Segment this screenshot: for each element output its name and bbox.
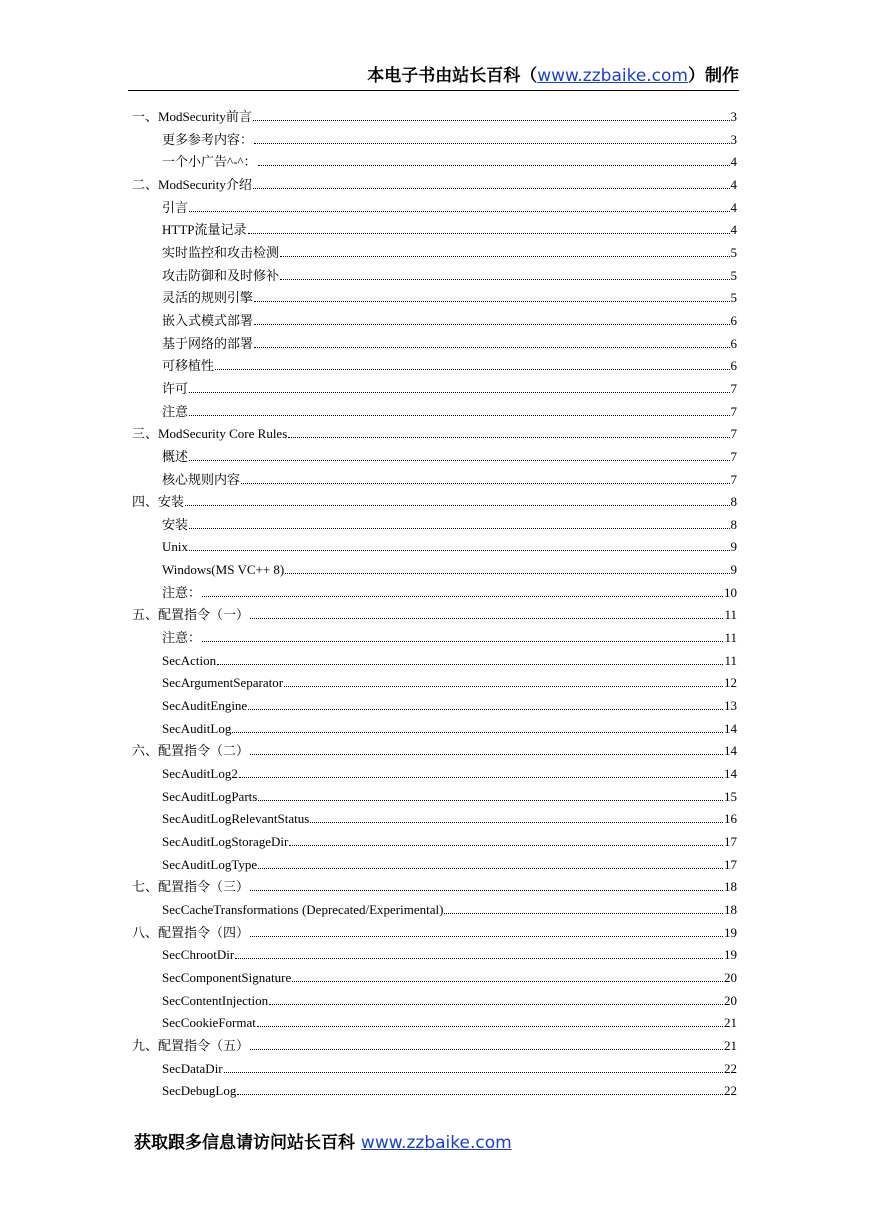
toc-dot-leader (215, 368, 729, 370)
toc-entry-title: SecDebugLog (162, 1083, 237, 1099)
toc-dot-leader (237, 1093, 723, 1095)
toc-entry-title: 实时监控和攻击检测 (162, 244, 280, 260)
toc-entry-page-number: 5 (730, 267, 737, 283)
toc-entry[interactable] (132, 469, 737, 492)
toc-entry[interactable] (132, 355, 737, 378)
toc-entry[interactable] (132, 1012, 737, 1035)
toc-dot-leader (280, 278, 729, 280)
toc-entry-page-number: 21 (724, 1037, 737, 1053)
toc-entry-title: SecAuditLogType (162, 856, 258, 872)
toc-dot-leader (310, 821, 723, 823)
toc-entry-page-number: 7 (730, 380, 737, 396)
toc-entry[interactable] (132, 491, 737, 514)
toc-entry-title: 五、配置指令（一） (132, 607, 250, 623)
toc-entry[interactable] (132, 944, 737, 967)
toc-entry-page-number: 14 (724, 720, 737, 736)
toc-entry-page-number: 7 (730, 403, 737, 419)
toc-dot-leader (185, 504, 729, 506)
toc-entry-page-number: 6 (730, 358, 737, 374)
toc-entry-title: 许可 (162, 380, 189, 396)
toc-entry-title: SecAuditLogRelevantStatus (162, 811, 310, 827)
toc-entry[interactable] (132, 922, 737, 945)
toc-entry-title: Windows(MS VC++ 8) (162, 562, 285, 578)
toc-entry-title: SecAuditLogParts (162, 788, 258, 804)
toc-entry[interactable] (132, 786, 737, 809)
toc-entry[interactable] (132, 672, 737, 695)
toc-entry-title: SecContentInjection (162, 992, 269, 1008)
toc-entry[interactable] (132, 763, 737, 786)
toc-entry[interactable] (132, 174, 737, 197)
toc-entry-page-number: 9 (730, 562, 737, 578)
toc-entry[interactable] (132, 876, 737, 899)
header-suffix: ）制作 (688, 66, 739, 86)
toc-entry[interactable] (132, 333, 737, 356)
toc-entry[interactable] (132, 219, 737, 242)
toc-dot-leader (253, 119, 730, 121)
toc-dot-leader (258, 164, 730, 166)
toc-entry-title: 八、配置指令（四） (132, 924, 250, 940)
page-header (128, 62, 739, 91)
toc-entry[interactable] (132, 990, 737, 1013)
toc-entry-title: 一、ModSecurity前言 (132, 109, 252, 124)
toc-entry[interactable] (132, 265, 737, 288)
toc-entry-title: 基于网络的部署 (162, 335, 254, 351)
toc-entry[interactable] (132, 423, 737, 446)
toc-entry-title: SecAuditLog2 (162, 766, 238, 782)
toc-entry[interactable] (132, 106, 737, 129)
toc-dot-leader (258, 867, 723, 869)
toc-entry-title: 七、配置指令（三） (132, 879, 250, 895)
toc-entry-page-number: 6 (730, 312, 737, 328)
toc-entry-title: SecArgumentSeparator (162, 675, 284, 691)
toc-entry[interactable] (132, 242, 737, 265)
toc-entry-title: 攻击防御和及时修补 (162, 267, 280, 283)
toc-entry-page-number: 5 (730, 244, 737, 260)
toc-entry[interactable] (132, 604, 737, 627)
toc-entry-page-number: 11 (724, 607, 737, 623)
toc-dot-leader (284, 685, 723, 687)
toc-entry-page-number: 20 (724, 969, 737, 985)
toc-dot-leader (258, 799, 723, 801)
toc-entry-page-number: 8 (730, 516, 737, 532)
toc-entry[interactable] (132, 559, 737, 582)
toc-entry-page-number: 7 (730, 448, 737, 464)
toc-entry-title: SecAuditEngine (162, 698, 248, 714)
toc-dot-leader (232, 731, 723, 733)
header-prefix: 本电子书由站长百科（ (367, 66, 538, 86)
toc-entry-page-number: 3 (730, 131, 737, 147)
toc-entry-page-number: 22 (724, 1060, 737, 1076)
toc-entry-title: SecCacheTransformations (Deprecated/Experimental) (162, 901, 444, 917)
toc-entry-title: HTTP流量记录 (162, 222, 247, 238)
toc-dot-leader (189, 459, 729, 461)
page-footer (134, 1130, 512, 1156)
toc-dot-leader (202, 640, 723, 642)
toc-entry-page-number: 18 (724, 901, 737, 917)
toc-entry-page-number: 11 (724, 630, 737, 646)
toc-entry-page-number: 11 (724, 652, 737, 668)
toc-entry-title: Unix (162, 539, 188, 555)
toc-entry-title: SecAuditLog (162, 720, 232, 736)
toc-entry-title: SecAction (162, 652, 217, 668)
toc-entry-title: SecComponentSignature (162, 969, 292, 985)
toc-entry-page-number: 17 (724, 856, 737, 872)
toc-dot-leader (257, 1025, 723, 1027)
toc-entry-title: 注意 (162, 403, 189, 419)
toc-entry-title: 引言 (162, 199, 189, 215)
toc-entry[interactable] (132, 740, 737, 763)
toc-dot-leader (288, 436, 729, 438)
toc-entry[interactable] (132, 401, 737, 424)
toc-entry-page-number: 10 (724, 584, 737, 600)
toc-dot-leader (248, 708, 723, 710)
toc-entry-title: 安装 (162, 516, 189, 532)
toc-dot-leader (189, 527, 729, 529)
toc-entry[interactable] (132, 1058, 737, 1081)
toc-dot-leader (250, 935, 723, 937)
toc-entry[interactable] (132, 446, 737, 469)
toc-entry-page-number: 19 (724, 924, 737, 940)
footer-site-link[interactable]: www.zzbaike.com (360, 1133, 512, 1153)
toc-entry[interactable] (132, 650, 737, 673)
toc-dot-leader (289, 844, 723, 846)
toc-dot-leader (269, 1003, 723, 1005)
toc-entry[interactable] (132, 129, 737, 152)
toc-dot-leader (250, 753, 723, 755)
toc-entry[interactable] (132, 899, 737, 922)
toc-entry[interactable] (132, 831, 737, 854)
toc-entry-page-number: 18 (724, 879, 737, 895)
footer-prefix: 获取跟多信息请访问站长百科 (134, 1133, 361, 1153)
toc-entry-title: 注意： (162, 584, 202, 600)
toc-dot-leader (250, 1048, 723, 1050)
toc-entry-page-number: 14 (724, 743, 737, 759)
toc-dot-leader (189, 549, 730, 551)
toc-entry[interactable] (132, 627, 737, 650)
toc-entry-title: 二、ModSecurity介绍 (132, 176, 252, 192)
toc-dot-leader (202, 595, 723, 597)
toc-entry-title: 九、配置指令（五） (132, 1037, 250, 1053)
toc-dot-leader (254, 300, 729, 302)
toc-entry-page-number: 21 (724, 1015, 737, 1031)
toc-entry-title: 概述 (162, 448, 189, 464)
toc-entry-page-number: 7 (730, 426, 737, 442)
toc-entry[interactable] (132, 967, 737, 990)
toc-dot-leader (217, 663, 723, 665)
toc-dot-leader (280, 255, 729, 257)
toc-dot-leader (189, 391, 729, 393)
toc-entry-title: 灵活的规则引擎 (162, 290, 254, 306)
toc-dot-leader (250, 889, 723, 891)
toc-entry[interactable] (132, 536, 737, 559)
toc-entry-title: 注意： (162, 630, 202, 646)
toc-entry[interactable] (132, 854, 737, 877)
toc-entry[interactable] (132, 310, 737, 333)
toc-entry-page-number: 9 (730, 539, 737, 555)
toc-entry-page-number: 13 (724, 698, 737, 714)
toc-entry-page-number: 3 (730, 109, 737, 124)
toc-entry-title: 嵌入式模式部署 (162, 312, 254, 328)
table-of-contents (132, 106, 737, 1103)
toc-entry-title: 四、安装 (132, 494, 185, 510)
toc-entry[interactable] (132, 695, 737, 718)
toc-dot-leader (253, 187, 730, 189)
toc-dot-leader (254, 346, 729, 348)
toc-dot-leader (248, 232, 730, 234)
toc-entry-page-number: 22 (724, 1083, 737, 1099)
toc-entry-page-number: 17 (724, 834, 737, 849)
toc-entry-page-number: 20 (724, 992, 737, 1008)
toc-entry-page-number: 19 (724, 947, 737, 963)
toc-dot-leader (254, 142, 729, 144)
toc-dot-leader (224, 1071, 723, 1073)
toc-entry[interactable] (132, 718, 737, 741)
toc-entry-page-number: 4 (730, 199, 737, 215)
toc-entry-title: SecDataDir (162, 1060, 223, 1076)
toc-entry-page-number: 12 (724, 675, 737, 691)
header-site-link[interactable]: www.zzbaike.com (537, 66, 688, 86)
toc-entry-page-number: 7 (730, 471, 737, 487)
toc-entry-page-number: 4 (730, 176, 737, 192)
toc-entry-title: 更多参考内容： (162, 131, 254, 147)
toc-entry-title: SecCookieFormat (162, 1015, 256, 1031)
toc-entry-title: 可移植性 (162, 358, 215, 374)
toc-entry-page-number: 5 (730, 290, 737, 306)
toc-entry-page-number: 14 (724, 766, 737, 782)
toc-entry-title: SecChrootDir (162, 947, 235, 963)
toc-entry-title: 核心规则内容 (162, 471, 241, 487)
toc-entry[interactable] (132, 1035, 737, 1058)
toc-entry[interactable] (132, 287, 737, 310)
toc-entry[interactable] (132, 1080, 737, 1103)
toc-dot-leader (189, 210, 729, 212)
toc-entry-title: SecAuditLogStorageDir (162, 834, 289, 849)
toc-entry[interactable] (132, 808, 737, 831)
toc-dot-leader (239, 776, 723, 778)
toc-entry-page-number: 4 (730, 154, 737, 170)
toc-dot-leader (285, 572, 729, 574)
toc-entry-title: 六、配置指令（二） (132, 743, 250, 759)
toc-entry[interactable] (132, 378, 737, 401)
toc-entry-title: 一个小广告^-^： (162, 154, 257, 170)
toc-entry-page-number: 16 (724, 811, 737, 827)
toc-dot-leader (189, 414, 729, 416)
toc-dot-leader (254, 323, 729, 325)
toc-entry-title: 三、ModSecurity Core Rules (132, 426, 288, 442)
toc-entry[interactable] (132, 151, 737, 174)
toc-entry-page-number: 6 (730, 335, 737, 351)
toc-dot-leader (250, 617, 723, 619)
toc-dot-leader (241, 482, 729, 484)
toc-dot-leader (235, 957, 723, 959)
toc-entry-page-number: 8 (730, 494, 737, 510)
toc-entry[interactable] (132, 197, 737, 220)
toc-entry-page-number: 4 (730, 222, 737, 238)
toc-entry-page-number: 15 (724, 788, 737, 804)
toc-entry[interactable] (132, 582, 737, 605)
toc-dot-leader (444, 912, 723, 914)
toc-dot-leader (292, 980, 723, 982)
toc-entry[interactable] (132, 514, 737, 537)
